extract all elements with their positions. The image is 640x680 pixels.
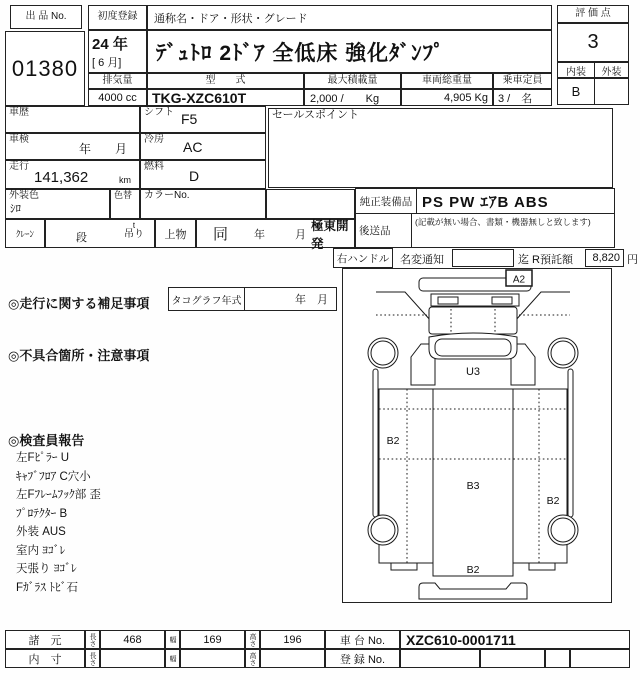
body-maker: 極東開発 bbox=[311, 218, 349, 251]
diagram-label-b3: B3 bbox=[466, 480, 480, 492]
tacho-header bbox=[168, 287, 245, 311]
until-label: 迄 bbox=[518, 254, 529, 266]
int-ext-values bbox=[557, 78, 629, 105]
name-change-label: 名変通知 bbox=[400, 254, 444, 266]
crane-lift-label: 吊り bbox=[124, 229, 144, 240]
mileage-value: 141,362 bbox=[34, 169, 89, 186]
diagram-label-u3: U3 bbox=[465, 366, 481, 378]
name-label: 通称名・ドア・形状・グレード bbox=[154, 12, 308, 25]
equipment-cell bbox=[416, 188, 615, 214]
reg-no-cell-1 bbox=[400, 649, 480, 668]
history-cell bbox=[5, 106, 140, 133]
inspector-item: Fｶﾞﾗｽ ﾄﾋﾞ石 bbox=[16, 581, 78, 594]
tacho-cell bbox=[244, 287, 337, 311]
reg-no-header bbox=[325, 649, 400, 668]
sales-point-box bbox=[268, 108, 613, 188]
gvw-cell bbox=[401, 89, 493, 106]
truck-top-view-diagram bbox=[343, 269, 611, 602]
defect-heading: ◎不具合箇所・注意事項 bbox=[8, 348, 150, 363]
lot-no-cell bbox=[5, 31, 85, 106]
mileage-unit: km bbox=[119, 175, 131, 185]
inspector-item: 左Fﾋﾟﾗｰ U bbox=[16, 452, 70, 464]
inner-width-header bbox=[165, 649, 180, 668]
max-load-value: 2,000 / Kg bbox=[310, 92, 380, 105]
chassis-label: 車 台 No. bbox=[339, 634, 386, 647]
ext-color-value: ｼﾛ bbox=[10, 203, 21, 215]
mileage-cell bbox=[5, 160, 140, 189]
inner-length-label: 長さ bbox=[89, 651, 96, 666]
ext-color-cell bbox=[5, 189, 110, 219]
fuel-label: 燃料 bbox=[144, 161, 164, 172]
height-label: 高さ bbox=[249, 632, 256, 647]
color-change-label: 色替 bbox=[114, 190, 133, 200]
max-load-cell bbox=[304, 89, 401, 106]
model-value: TKG-XZC610T bbox=[152, 89, 247, 106]
body-same: 同 bbox=[213, 226, 229, 243]
later-items-note: (記載が無い場合、書類・機器無しと致します) bbox=[415, 217, 591, 227]
score-label: 評 価 点 bbox=[575, 7, 611, 19]
later-items-cell bbox=[411, 213, 615, 248]
inner-width-label: 幅 bbox=[169, 655, 176, 662]
displacement-cell bbox=[88, 89, 147, 106]
diagram-label-b2-rear: B2 bbox=[466, 564, 480, 576]
capacity-header bbox=[493, 73, 552, 89]
tacho-value: 年 月 bbox=[295, 294, 328, 306]
reg-no-cell-3 bbox=[545, 649, 570, 668]
deposit-value: 8,820 bbox=[592, 252, 620, 264]
tacho-label: タコグラフ年式 bbox=[171, 295, 242, 307]
crane-detail-cell bbox=[45, 219, 155, 248]
cooling-cell bbox=[140, 133, 266, 160]
length-value: 468 bbox=[123, 633, 142, 646]
name-header bbox=[147, 5, 552, 30]
reg-no-cell-4 bbox=[570, 649, 630, 668]
equipment-value: PS PW ｴｱB ABS bbox=[422, 193, 549, 211]
displacement-value: 4000 cc bbox=[98, 91, 137, 104]
vehicle-diagram-box bbox=[342, 268, 612, 603]
fuel-value: D bbox=[189, 168, 200, 184]
ext-color-label: 外装色 bbox=[9, 190, 39, 201]
shaken-value: 年 月 bbox=[78, 142, 127, 156]
diagram-label-b2-left: B2 bbox=[386, 435, 400, 447]
yen-label: 円 bbox=[627, 254, 638, 266]
name-cell bbox=[147, 30, 552, 73]
inspector-item: ﾌﾟﾛﾃｸﾀｰ B bbox=[16, 507, 68, 520]
max-load-label: 最大積載量 bbox=[327, 74, 378, 86]
inspector-report-list bbox=[16, 449, 316, 597]
lot-no-header bbox=[10, 5, 82, 29]
spec-height-cell bbox=[260, 630, 325, 649]
width-value: 169 bbox=[203, 633, 222, 646]
first-reg-month: [ 6 月] bbox=[92, 57, 122, 69]
spec-width-cell bbox=[180, 630, 245, 649]
exterior-grade bbox=[595, 79, 628, 104]
shaken-cell bbox=[5, 133, 140, 160]
first-reg-header bbox=[88, 5, 147, 30]
length-label: 長さ bbox=[89, 632, 96, 647]
inspector-item: 室内 ﾖｺﾞﾚ bbox=[16, 544, 66, 557]
int-ext-header bbox=[557, 62, 629, 78]
inner-length-cell bbox=[100, 649, 165, 668]
first-reg-cell bbox=[88, 30, 147, 73]
spec-length-header bbox=[85, 630, 100, 649]
inner-row-header bbox=[5, 649, 85, 668]
exterior-label: 外装 bbox=[601, 66, 622, 78]
body-cell bbox=[196, 218, 355, 251]
inspector-item: 外装 AUS bbox=[16, 526, 66, 538]
lot-no-label: 出 品 No. bbox=[25, 10, 67, 22]
shift-value: F5 bbox=[181, 111, 198, 127]
chassis-header bbox=[325, 630, 400, 649]
reg-no-cell-2 bbox=[480, 649, 545, 668]
first-reg-label: 初度登録 bbox=[97, 11, 138, 23]
spec-height-header bbox=[245, 630, 260, 649]
vehicle-name: ﾃﾞｭﾄﾛ 2ﾄﾞｱ 全低床 強化ﾀﾞﾝﾌﾟ bbox=[156, 41, 445, 65]
sales-point-label: セールスポイント bbox=[272, 109, 360, 121]
capacity-cell bbox=[493, 89, 552, 106]
body-month: 月 bbox=[295, 228, 307, 241]
inspector-item: 左Fﾌﾚｰﾑﾌｯｸ部 歪 bbox=[16, 489, 101, 501]
inner-height-cell bbox=[260, 649, 325, 668]
chassis-value: XZC610-0001711 bbox=[406, 631, 516, 648]
color-no-cell bbox=[140, 189, 266, 219]
crane-lift-stack bbox=[124, 222, 144, 240]
gvw-label: 車両総重量 bbox=[422, 74, 472, 86]
capacity-value: 3 / 名 bbox=[498, 92, 533, 105]
shift-label: シフト bbox=[144, 107, 174, 118]
cooling-value: AC bbox=[183, 139, 203, 155]
inspector-item: ｷｬﾌﾞﾌﾛｱ C穴小 bbox=[16, 470, 91, 483]
inspector-item: 天張り ﾖｺﾞﾚ bbox=[16, 563, 77, 575]
color-no-extra-cell bbox=[266, 189, 355, 219]
inner-width-cell bbox=[180, 649, 245, 668]
crane-step-label: 段 bbox=[76, 232, 87, 244]
interior-grade: B bbox=[558, 79, 595, 104]
inner-height-header bbox=[245, 649, 260, 668]
height-value: 196 bbox=[283, 633, 302, 646]
deposit-label: R預託額 bbox=[532, 254, 573, 266]
body-year: 年 bbox=[254, 228, 266, 241]
body-label: 上物 bbox=[164, 228, 187, 241]
score-value: 3 bbox=[587, 31, 599, 53]
diagram-label-a2: A2 bbox=[512, 274, 526, 286]
gvw-header bbox=[401, 73, 493, 89]
shift-cell bbox=[140, 106, 266, 133]
color-change-cell bbox=[110, 189, 140, 219]
mileage-note-heading: ◎走行に関する補足事項 bbox=[8, 296, 150, 311]
history-label: 車歴 bbox=[9, 107, 29, 118]
gvw-value: 4,905 Kg bbox=[443, 91, 488, 104]
deposit-box bbox=[585, 249, 624, 267]
chassis-cell bbox=[400, 630, 630, 649]
equipment-header bbox=[355, 188, 417, 214]
fuel-cell bbox=[140, 160, 266, 189]
shaken-label: 車検 bbox=[9, 134, 29, 145]
width-label: 幅 bbox=[169, 636, 176, 643]
equipment-label: 純正装備品 bbox=[359, 195, 413, 208]
spec-label: 諸 元 bbox=[28, 634, 62, 647]
diagram-label-b2-right: B2 bbox=[546, 495, 560, 507]
first-reg-year: 24 年 bbox=[92, 36, 128, 53]
spec-length-cell bbox=[100, 630, 165, 649]
score-header bbox=[557, 5, 629, 23]
displacement-label: 排気量 bbox=[102, 74, 133, 86]
crane-cell bbox=[5, 219, 45, 248]
inner-height-label: 高さ bbox=[249, 651, 256, 666]
displacement-header bbox=[88, 73, 147, 89]
name-change-box bbox=[452, 249, 514, 267]
capacity-label: 乗車定員 bbox=[502, 74, 543, 86]
reg-no-label: 登 録 No. bbox=[339, 653, 386, 666]
handle-label: 右ハンドル bbox=[336, 252, 390, 265]
later-items-label: 後送品 bbox=[359, 225, 391, 237]
color-no-label: カラーNo. bbox=[144, 190, 190, 201]
inner-label: 内 寸 bbox=[28, 653, 62, 666]
cooling-label: 冷房 bbox=[144, 134, 164, 145]
model-cell bbox=[147, 89, 304, 106]
mileage-label: 走行 bbox=[9, 161, 29, 172]
inner-length-header bbox=[85, 649, 100, 668]
later-items-header bbox=[355, 213, 412, 248]
crane-ton-label: t bbox=[132, 221, 136, 230]
inspector-heading: ◎検査員報告 bbox=[8, 433, 85, 448]
interior-label: 内装 bbox=[558, 63, 595, 77]
model-label: 型 式 bbox=[205, 74, 246, 86]
lot-no-value: 01380 bbox=[11, 55, 79, 81]
score-cell bbox=[557, 23, 629, 62]
max-load-header bbox=[304, 73, 401, 89]
crane-label: ｸﾚｰﾝ bbox=[15, 229, 34, 239]
spec-width-header bbox=[165, 630, 180, 649]
body-header-cell bbox=[155, 219, 196, 248]
model-header bbox=[147, 73, 304, 89]
handle-badge bbox=[333, 248, 393, 268]
spec-row-header bbox=[5, 630, 85, 649]
